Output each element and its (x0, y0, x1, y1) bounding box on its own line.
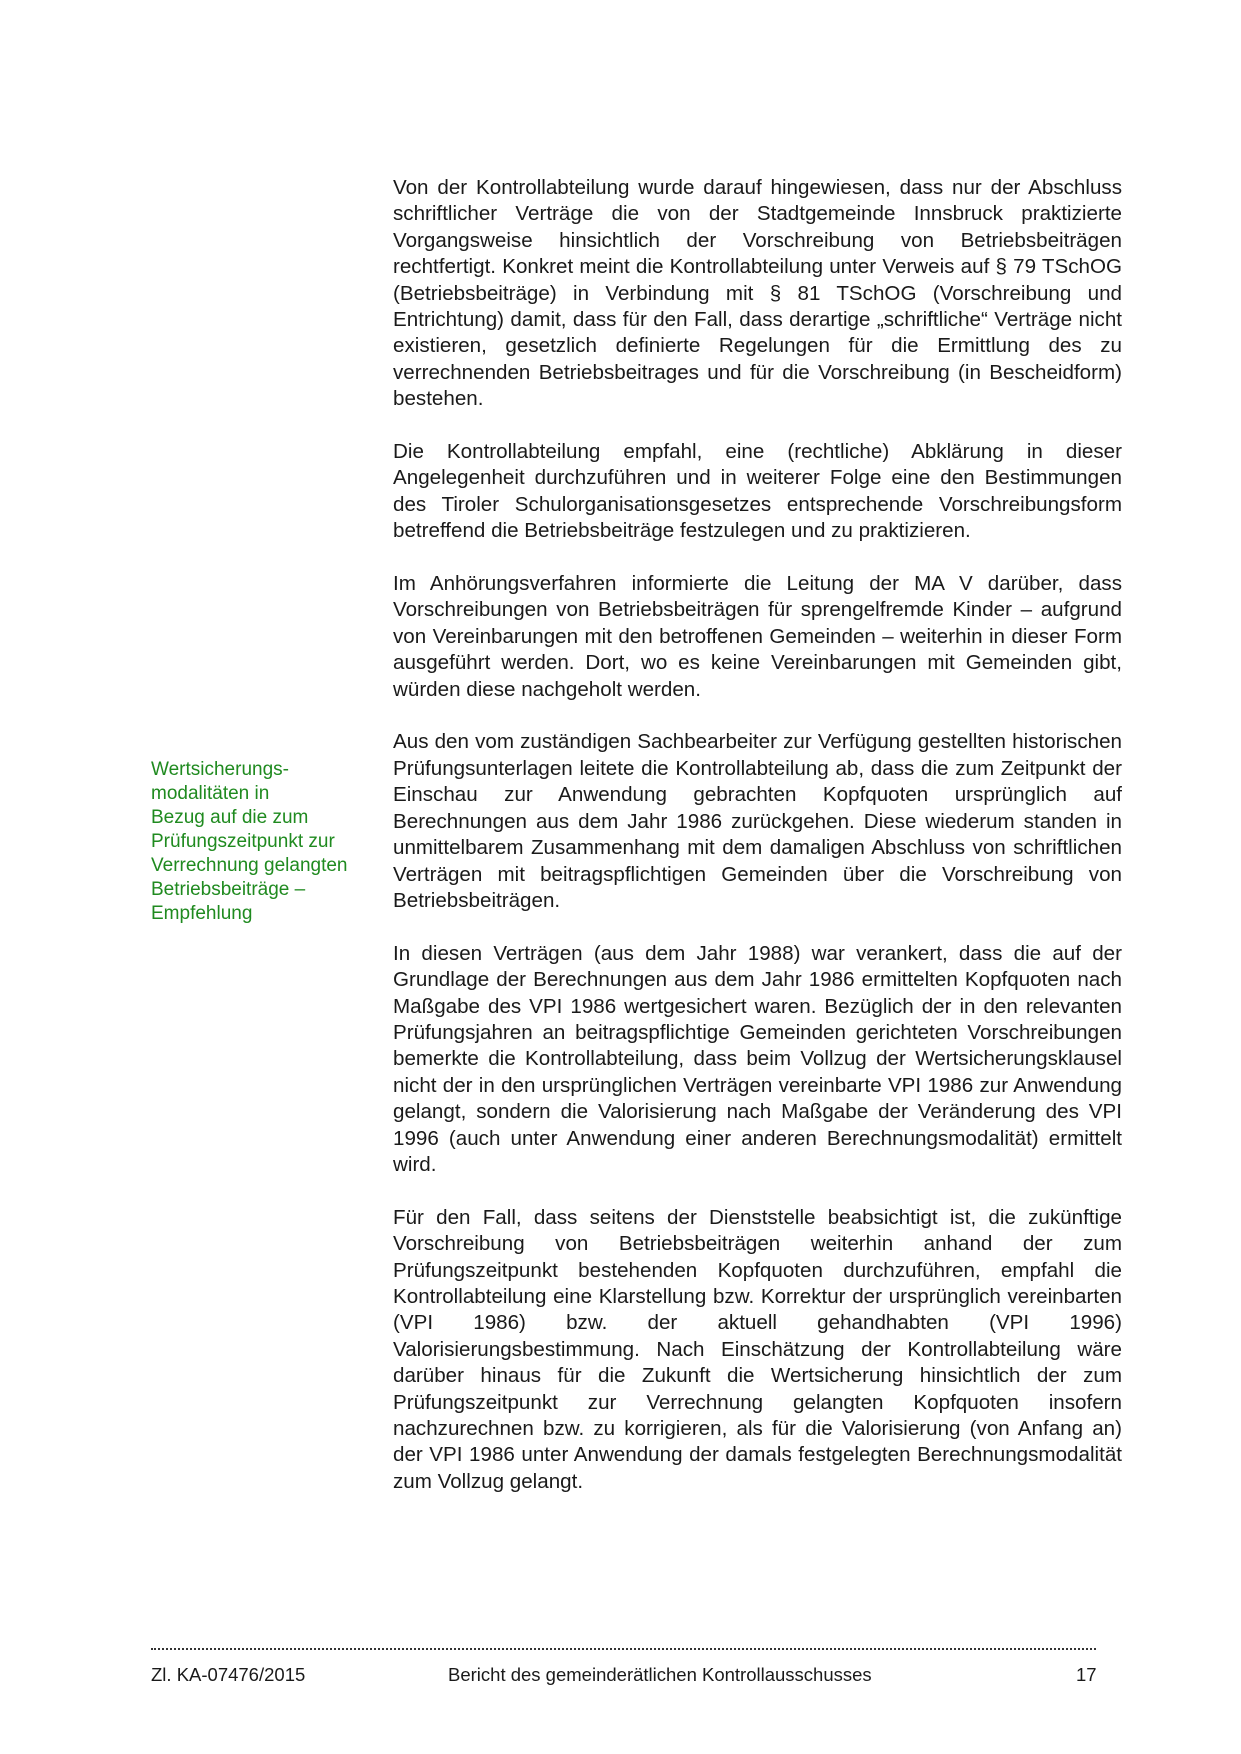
paragraph-4: Aus den vom zuständigen Sachbearbeiter zur Verfügung gestellten historischen Prüfungsunterlagen leitete die Kontrollabteilung ab, dass die zum Zeitpunkt der Einschau zur Anwendung gebrachten Kopfquoten ursprünglich auf Berechnungen aus dem Jahr 1986 zurückgehen. Diese wiederum standen in unmittelbarem Zusammenhang mit dem damaligen Abschluss von schriftlichen Verträgen mit beitragspflichtigen Gemeinden über die Vorschreibung von Betriebsbeiträgen. (393, 730, 1122, 912)
margin-note (151, 758, 376, 926)
main-text-column (393, 175, 1122, 1522)
paragraph-5: In diesen Verträgen (aus dem Jahr 1988) war verankert, dass die auf der Grundlage der Berechnungen aus dem Jahr 1986 ermittelten Kopfquoten nach Maßgabe des VPI 1986 wertgesichert waren. Bezüglich der in den relevanten Prüfungsjahren an beitragspflichtige Gemeinden gerichteten Vorschreibungen bemerkte die Kontrollabteilung, dass beim Vollzug der Wertsicherungsklausel nicht der in den ursprünglichen Verträgen vereinbarte VPI 1986 zur Anwendung gelangt, sondern die Valorisierung nach Maßgabe der Veränderung des VPI 1996 (auch unter Anwendung einer anderen Berechnungsmodalität) ermittelt wird. (393, 941, 1122, 1176)
margin-note-line: Bezug auf die zum (151, 807, 309, 828)
page-number: 17 (1076, 1664, 1097, 1685)
margin-note-line: modalitäten in (151, 783, 270, 804)
paragraph-3: Im Anhörungsverfahren informierte die Leitung der MA V darüber, dass Vorschreibungen von Betriebsbeiträgen für sprengelfremde Kinder – aufgrund von Vereinbarungen mit den betroffenen Gemeinden – weiterhin in dieser Form ausgeführt werden. Dort, wo es keine Vereinbarungen mit Gemeinden gibt, würden diese nachgeholt werden. (393, 572, 1122, 701)
footer-dotted-rule (151, 1648, 1096, 1650)
paragraph-2: Die Kontrollabteilung empfahl, eine (rechtliche) Abklärung in dieser Angelegenheit durchzuführen und in weiterer Folge eine den Bestimmungen des Tiroler Schulorganisationsgesetzes entsprechende Vorschreibungsform betreffend die Betriebsbeiträge festzulegen und zu praktizieren. (393, 440, 1122, 543)
footer-title: Bericht des gemeinderätlichen Kontrollausschusses (448, 1664, 872, 1685)
margin-note-line: Wertsicherungs- (151, 759, 289, 780)
margin-note-line: Prüfungszeitpunkt zur (151, 831, 335, 852)
paragraph-6: Für den Fall, dass seitens der Dienststelle beabsichtigt ist, die zukünftige Vorschreibung von Betriebsbeiträgen weiterhin anhand der zum Prüfungszeitpunkt bestehenden Kopfquoten durchzuführen, empfahl die Kontrollabteilung eine Klarstellung bzw. Korrektur der ursprünglich vereinbarten (VPI 1986) bzw. der aktuell gehandhabten (VPI 1996) Valorisierungsbestimmung. Nach Einschätzung der Kontrollabteilung wäre darüber hinaus für die Zukunft die Wertsicherung hinsichtlich der zum Prüfungszeitpunkt zur Verrechnung gelangten Kopfquoten insofern nachzurechnen bzw. zu korrigieren, als für die Valorisierung (von Anfang an) der VPI 1986 unter Anwendung der damals festgelegten Berechnungsmodalität zum Vollzug gelangt. (393, 1205, 1122, 1493)
margin-note-line: Betriebsbeiträge – (151, 879, 306, 900)
margin-note-line: Verrechnung gelangten (151, 855, 348, 876)
paragraph-1: Von der Kontrollabteilung wurde darauf hingewiesen, dass nur der Abschluss schriftlicher Verträge die von der Stadtgemeinde Innsbruck praktizierte Vorgangsweise hinsichtlich der Vorschreibung von Betriebsbeiträgen rechtfertigt. Konkret meint die Kontrollabteilung unter Verweis auf § 79 TSchOG (Betriebsbeiträge) in Verbindung mit § 81 TSchOG (Vorschreibung und Entrichtung) damit, dass für den Fall, dass derartige „schriftliche“ Verträge nicht existieren, gesetzlich definierte Regelungen für die Ermittlung des zu verrechnenden Betriebsbeitrages und für die Vorschreibung (in Bescheidform) bestehen. (393, 176, 1122, 411)
margin-note-line: Empfehlung (151, 903, 253, 924)
footer-reference: Zl. KA-07476/2015 (151, 1664, 306, 1685)
